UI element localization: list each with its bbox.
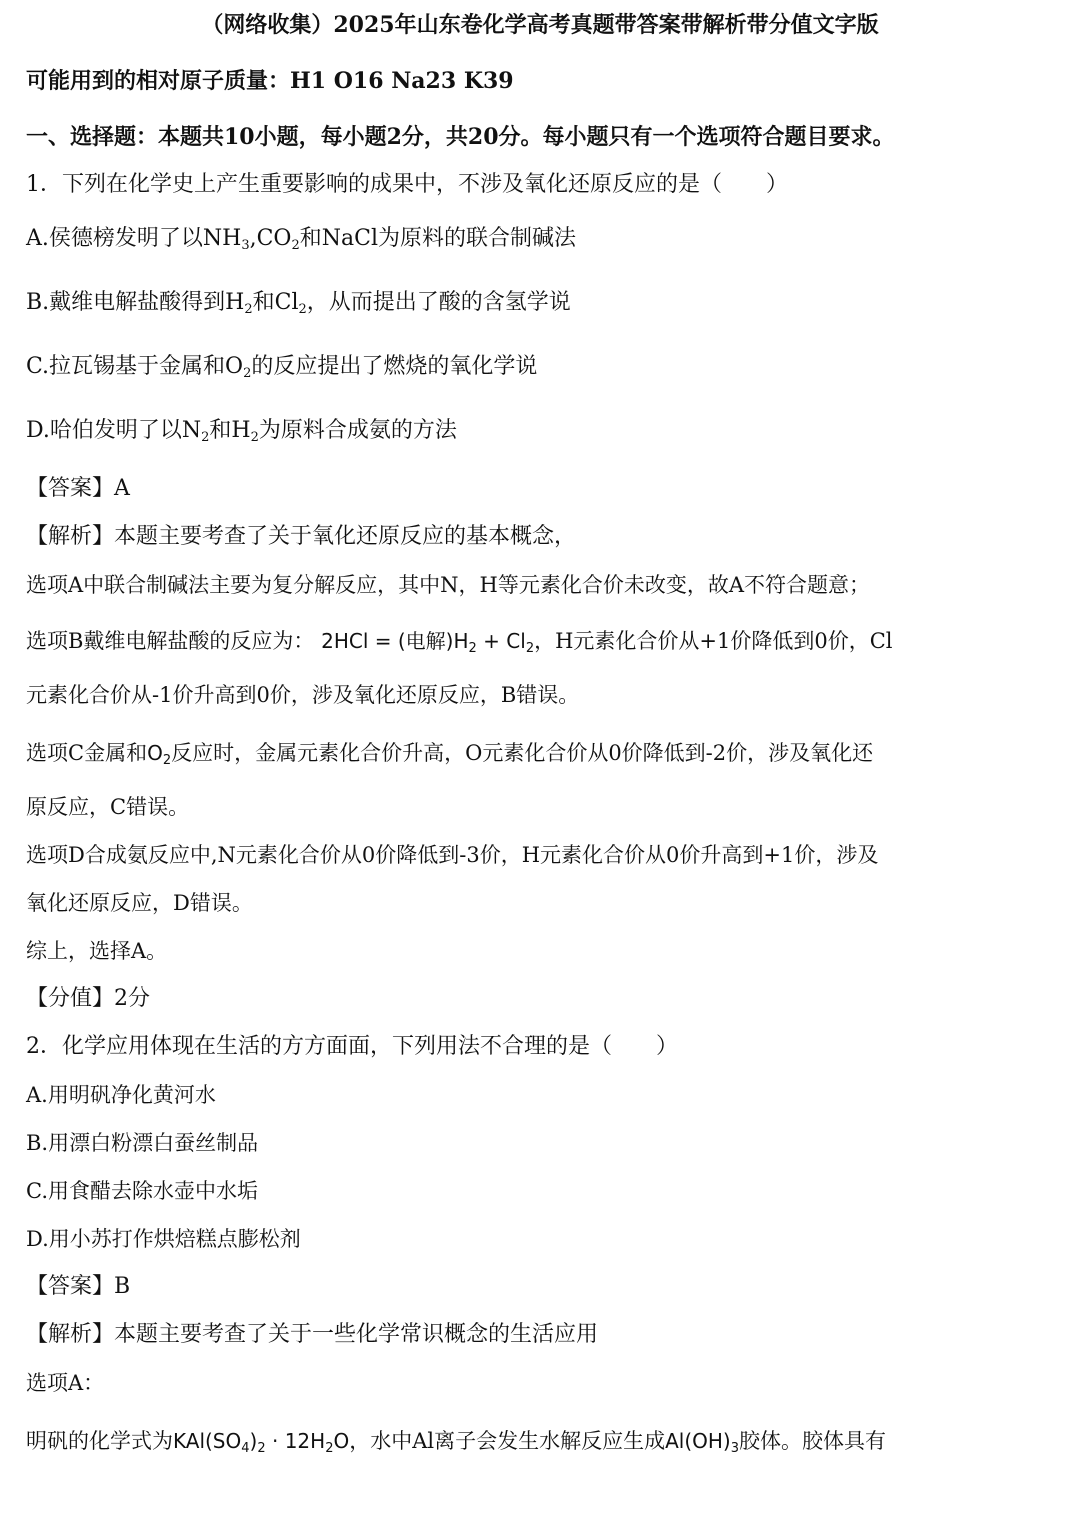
q1-answer: 【答案】A <box>26 476 130 501</box>
q1-analysis-b-line1: 选项B戴维电解盐酸的反应为： 2HCl = (电解)$H_2 + Cl_2$，H元素化合价从+1价降低到0价，Cl <box>26 629 893 656</box>
question-1-stem: 1．下列在化学史上产生重要影响的成果中，不涉及氧化还原反应的是（ ） <box>26 172 788 197</box>
q2-option-c: C.用食醋去除水壶中水垢 <box>26 1179 258 1203</box>
q1-analysis-b-line2: 元素化合价从-1价升高到0价，涉及氧化还原反应，B错误。 <box>26 683 580 707</box>
q1-option-d: D.哈伯发明了以$N_2$和$H_2$为原料合成氨的方法 <box>26 418 457 445</box>
oxygen-formula: $O_2$ <box>147 741 172 768</box>
q1-analysis-a: 选项A中联合制碱法主要为复分解反应，其中N，H等元素化合价未改变，故A不符合题意； <box>26 573 871 597</box>
q1-analysis-d-line2: 氧化还原反应，D错误。 <box>26 891 253 915</box>
q1-analysis-c-line2: 原反应，C错误。 <box>26 795 190 819</box>
q2-analysis-intro: 【解析】本题主要考查了关于一些化学常识概念的生活应用 <box>26 1322 599 1347</box>
q1-analysis-intro: 【解析】本题主要考查了关于氧化还原反应的基本概念， <box>26 524 577 549</box>
electrolysis-equation: 2HCl = (电解)$H_2 + Cl_2$ <box>321 629 535 656</box>
q1-summary: 综上，选择A。 <box>26 939 168 963</box>
q1-option-b: B.戴维电解盐酸得到$H_2$和$Cl_2$，从而提出了酸的含氢学说 <box>26 290 571 317</box>
q1-option-c: C.拉瓦锡基于金属和$O_2$的反应提出了燃烧的氧化学说 <box>26 354 538 381</box>
q2-option-d: D.用小苏打作烘焙糕点膨松剂 <box>26 1227 301 1251</box>
q1-score: 【分值】2分 <box>26 986 150 1011</box>
q2-answer: 【答案】B <box>26 1274 131 1299</box>
document-title: （网络收集）2025年山东卷化学高考真题带答案带解析带分值文字版 <box>201 12 879 38</box>
q2-alum-line: 明矾的化学式为$KAl(SO_4)_2 \cdot 12H_2O$，水中Al离子会发生水解反应生成$Al(OH)_3$胶体。胶体具有 <box>26 1429 887 1456</box>
section-header: 一、选择题：本题共10小题，每小题2分，共20分。每小题只有一个选项符合题目要求。 <box>26 124 895 150</box>
q2-option-b: B.用漂白粉漂白蚕丝制品 <box>26 1131 259 1155</box>
question-2-stem: 2．化学应用体现在生活的方方面面，下列用法不合理的是（ ） <box>26 1034 678 1059</box>
q1-analysis-d-line1: 选项D合成氨反应中,N元素化合价从0价降低到-3价，H元素化合价从0价升高到+1价，涉及 <box>26 843 879 867</box>
atomic-masses: 可能用到的相对原子质量：H1 O16 Na23 K39 <box>26 68 514 94</box>
q2-option-a-label: 选项A： <box>26 1371 105 1395</box>
aluminum-hydroxide-formula: $Al(OH)_3$ <box>665 1429 740 1456</box>
alum-formula: $KAl(SO_4)_2 \cdot 12H_2O$ <box>173 1429 350 1456</box>
q1-option-a: A.侯德榜发明了以$NH_3,CO_2$和NaCl为原料的联合制碱法 <box>26 226 577 253</box>
q1-analysis-c-line1: 选项C金属和$O_2$反应时，金属元素化合价升高，O元素化合价从0价降低到-2价，涉及氧化还 <box>26 741 874 768</box>
q2-option-a: A.用明矾净化黄河水 <box>26 1083 216 1107</box>
